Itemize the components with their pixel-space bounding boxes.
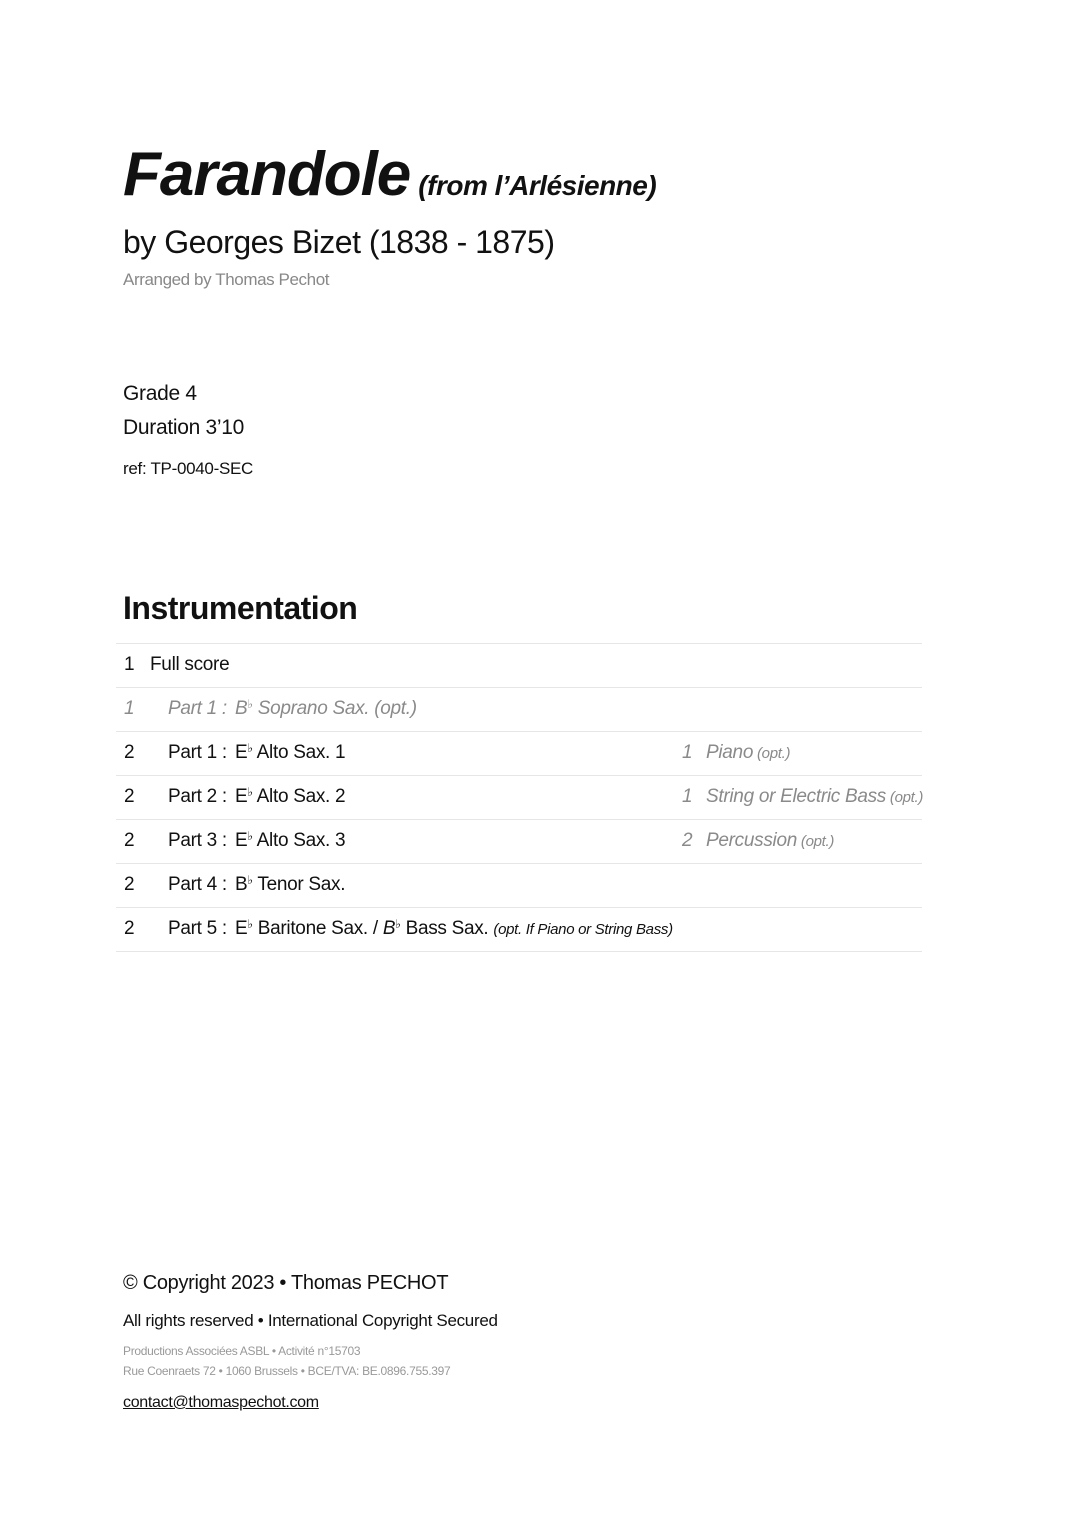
right-instrument (706, 830, 834, 852)
instrumentation-heading: Instrumentation (123, 590, 358, 626)
instrument-name-alt: Bass Sax. (400, 918, 494, 939)
flat-sign-alt: ♭ (395, 917, 401, 931)
table-row (116, 907, 922, 952)
right-instrument-name: String or Electric Bass (706, 786, 886, 807)
row-instrument (235, 742, 345, 764)
instrument-key: E (235, 830, 248, 851)
flat-sign: ♭ (247, 829, 253, 843)
reference-code: ref: TP-0040-SEC (123, 459, 253, 478)
title-block (123, 140, 656, 210)
row-quantity: 2 (124, 874, 135, 895)
row-part: Part 1 : (168, 698, 227, 719)
row-part: Part 2 : (168, 786, 227, 807)
instrumentation-table (116, 643, 922, 952)
table-row (116, 775, 922, 819)
composer-line: by Georges Bizet (1838 - 1875) (123, 224, 555, 260)
flat-sign: ♭ (247, 741, 253, 755)
instrument-name: Soprano Sax. (opt.) (252, 698, 417, 719)
instrument-name: Alto Sax. 2 (252, 786, 346, 807)
right-instrument (706, 786, 923, 808)
instrument-name: Tenor Sax. (252, 874, 346, 895)
right-instrument-name: Percussion (706, 830, 797, 851)
instrument-key: B (235, 698, 248, 719)
organization-line-1: Productions Associées ASBL • Activité n°15703 (123, 1344, 361, 1358)
instrument-key: E (235, 742, 248, 763)
row-quantity: 2 (124, 742, 135, 763)
piece-subtitle: (from l’Arlésienne) (418, 170, 657, 201)
right-quantity: 1 (682, 742, 693, 763)
row-quantity: 2 (124, 830, 135, 851)
instrument-name: Alto Sax. 1 (252, 742, 346, 763)
piece-title: Farandole (123, 140, 411, 209)
instrument-name: Baritone Sax. / (252, 918, 383, 939)
right-quantity: 1 (682, 786, 693, 807)
row-part: Part 3 : (168, 830, 227, 851)
copyright-line: © Copyright 2023 • Thomas PECHOT (123, 1272, 449, 1294)
row-instrument (235, 830, 345, 852)
right-quantity: 2 (682, 830, 693, 851)
grade-label: Grade 4 (123, 382, 197, 405)
row-part: Part 4 : (168, 874, 227, 895)
row-quantity: 2 (124, 918, 135, 939)
contact-email-link[interactable]: contact@thomaspechot.com (123, 1394, 319, 1411)
row-label: Full score (150, 654, 230, 675)
row-part: Part 5 : (168, 918, 227, 939)
instrument-key: B (235, 874, 248, 895)
row-instrument (235, 918, 673, 940)
instrument-key: E (235, 786, 248, 807)
right-instrument (706, 742, 790, 764)
table-row (116, 819, 922, 863)
right-instrument-note: (opt.) (886, 789, 924, 806)
row-part: Part 1 : (168, 742, 227, 763)
instrument-key-alt: B (382, 918, 396, 939)
flat-sign: ♭ (247, 873, 253, 887)
flat-sign: ♭ (247, 785, 253, 799)
instrument-name: Alto Sax. 3 (252, 830, 346, 851)
row-quantity: 2 (124, 786, 135, 807)
right-instrument-name: Piano (706, 742, 754, 763)
duration-label: Duration 3’10 (123, 416, 245, 439)
flat-sign: ♭ (247, 697, 253, 711)
table-row (116, 863, 922, 907)
flat-sign: ♭ (247, 917, 253, 931)
row-instrument (235, 874, 345, 896)
table-row-full-score (116, 643, 922, 687)
instrument-note: (opt. If Piano or String Bass) (493, 921, 673, 938)
right-instrument-note: (opt.) (797, 833, 835, 850)
rights-line: All rights reserved • International Copyright Secured (123, 1311, 498, 1330)
right-instrument-note: (opt.) (753, 745, 791, 762)
table-row (116, 731, 922, 775)
row-quantity: 1 (124, 654, 135, 675)
row-quantity: 1 (124, 698, 135, 719)
table-row (116, 687, 922, 731)
arranger-line: Arranged by Thomas Pechot (123, 270, 330, 289)
instrument-key: E (235, 918, 248, 939)
row-instrument (235, 786, 345, 808)
row-instrument (235, 698, 417, 720)
organization-line-2: Rue Coenraets 72 • 1060 Brussels • BCE/TVA: BE.0896.755.397 (123, 1364, 451, 1378)
